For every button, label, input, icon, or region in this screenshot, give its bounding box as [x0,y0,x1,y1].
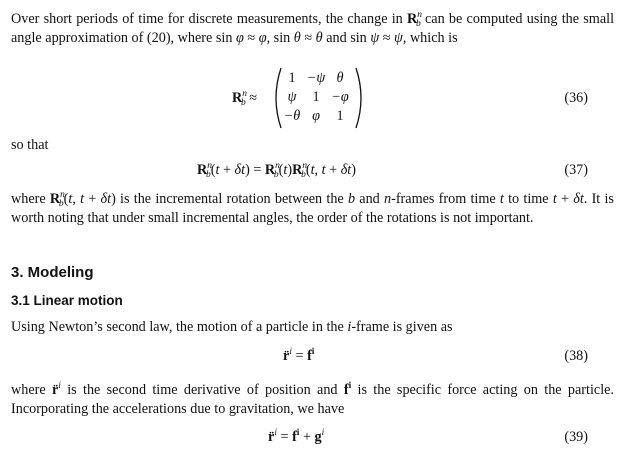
matrix-cell: 1 [312,89,320,105]
matrix-cell: 1 [288,70,296,86]
rotation-matrix-symbol: R [407,11,418,27]
section-heading-modeling: 3. Modeling [11,264,94,281]
so-that-text: so that [11,137,49,153]
matrix-cell: φ [312,108,320,124]
equation-36-number: (36) [564,90,588,106]
equation-38-number: (38) [564,348,588,364]
matrix-cell: −φ [331,89,349,105]
equation-37-number: (37) [564,162,588,178]
equation-37: $R^n_b(t + \delta t) = R^n_b(t)R^n_b(t$, t + δt) [197,161,356,180]
equation-39-number: (39) [564,429,588,445]
equation-36-matrix [270,67,366,129]
equation-38: r̈$^i$ = $f^i$ [283,347,315,364]
paragraph-small-angle: Over short periods of time for discrete measurements, the change in $R^n_b$ can be computed using the small angle approximation of (20), where sin φ ≈ φ, sin θ ≈ θ and sin ψ ≈ ψ, which is [11,10,615,46]
matrix-cell: ψ [287,89,297,105]
paragraph-specific-force: where r̈$^i$ is the second time derivative of position and $f^i$ is the specific force acting on the particle. Incorporating the accelerations due to gravitation, we have [11,381,614,417]
paragraph-incremental-rotation: where $R^n_b(t$, t + δt) is the incremental rotation between the b and n-frames from time t to time t + δt. It is worth noting that under small incremental angles, the order of the rotations is not important. [11,190,614,226]
equation-36-lhs: $R^n_b$ ≈ [232,89,258,108]
matrix-cell: −θ [283,108,301,124]
paragraph-newton: Using Newton’s second law, the motion of a particle in the i-frame is given as [11,319,453,335]
subsection-heading-linear-motion: 3.1 Linear motion [11,293,123,308]
matrix-cell: 1 [336,108,344,124]
matrix-cell: θ [336,70,344,86]
matrix-cell: −ψ [306,70,326,86]
right-paren [353,67,367,129]
equation-39: r̈$^i$ = $f^i + g^i$ [268,428,325,445]
